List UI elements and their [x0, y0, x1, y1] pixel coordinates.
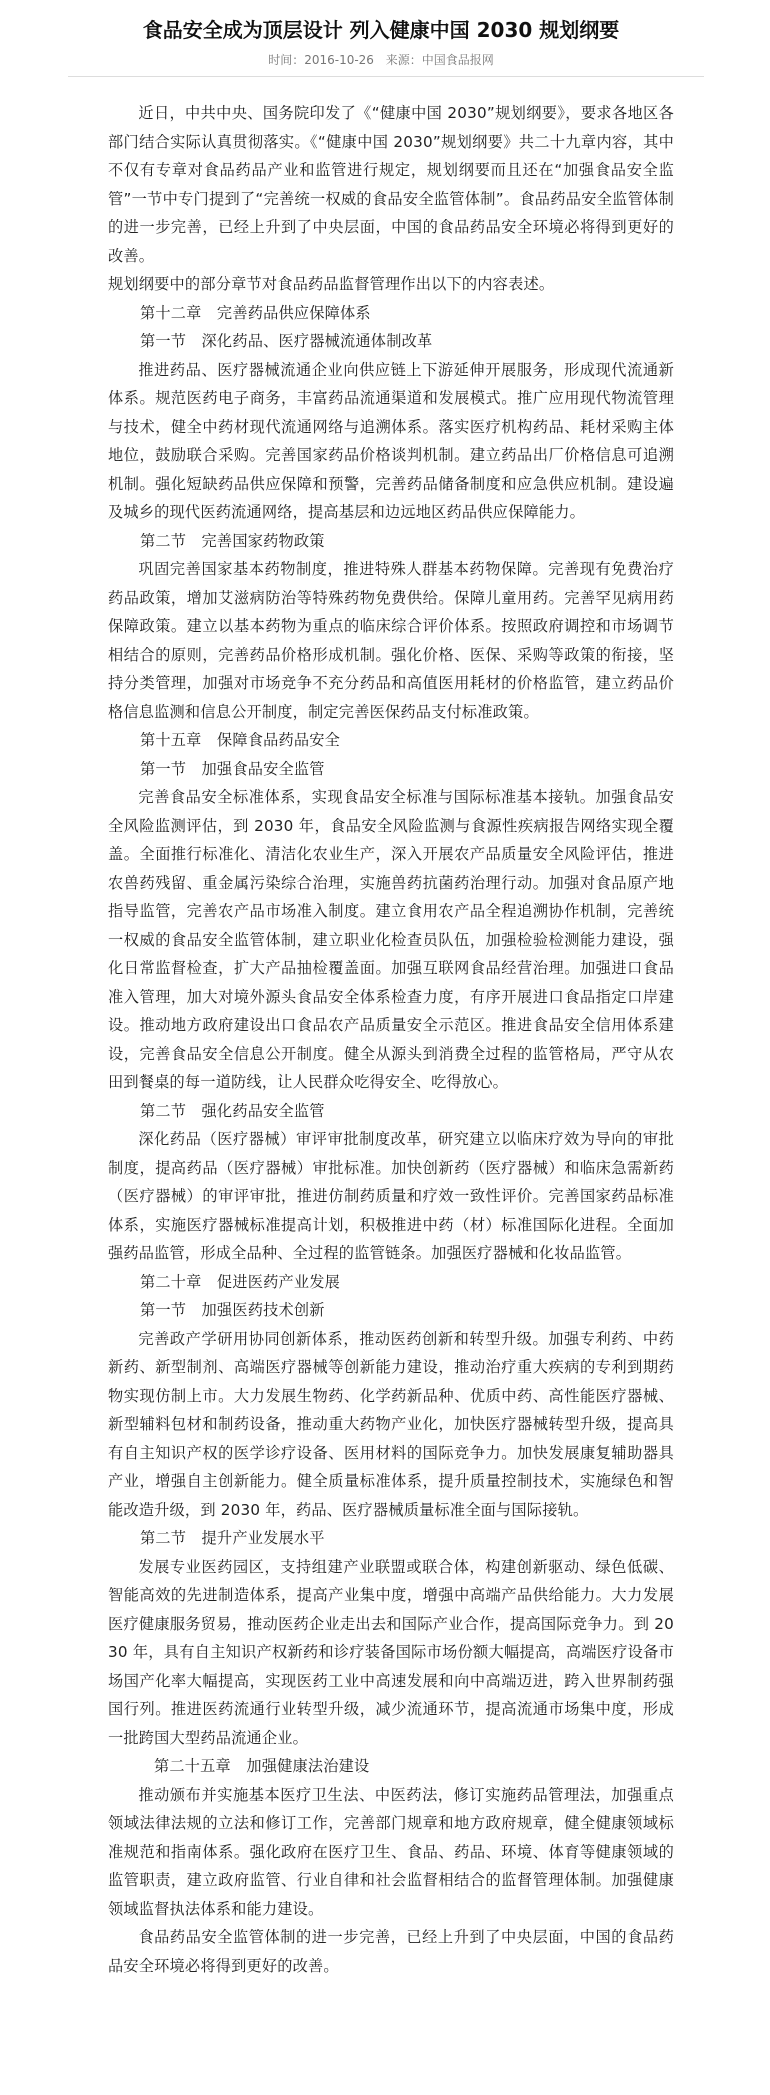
intro-paragraph: 近日，中共中央、国务院印发了《“健康中国 2030”规划纲要》，要求各地区各部门结合实际认真贯彻落实。《“健康中国 2030”规划纲要》共二十九章内容，其中不仅有专章对食品药品产业和监管进行规定，规划纲要而且还在“加强食品安全监管”一节中专门提到了“完善统一权威的食品安全监管体制”。食品药品安全监管体制的进一步完善，已经上升到了中央层面，中国的食品药品安全环境必将得到更好的改善。: [108, 104, 674, 265]
chapter-15-section-1-body: 完善食品安全标准体系，实现食品安全标准与国际标准基本接轨。加强食品安全风险监测评估，到 2030 年，食品安全风险监测与食源性疾病报告网络实现全覆盖。全面推行标准化、清洁化农业生产，深入开展农产品质量安全风险评估，推进农兽药残留、重金属污染综合治理，实施兽药抗菌药治理行动。加强对食品原产地指导监管，完善农产品市场准入制度。建立食用农产品全程追溯协作机制，完善统一权威的食品安全监管体制，建立职业化检查员队伍，加强检验检测能力建设，强化日常监督检查，扩大产品抽检覆盖面。加强互联网食品经营治理。加强进口食品准入管理，加大对境外源头食品安全体系检查力度，有序开展进口食品指定口岸建设。推动地方政府建设出口食品农产品质量安全示范区。推进食品安全信用体系建设，完善食品安全信息公开制度。健全从源头到消费全过程的监管格局，严守从农田到餐桌的每一道防线，让人民群众吃得安全、吃得放心。: [108, 788, 674, 1091]
chapter-25-heading: 第二十五章 加强健康法治建设: [154, 1757, 370, 1775]
article-title: 食品安全成为顶层设计 列入健康中国 2030 规划纲要: [142, 18, 620, 42]
article-body: [108, 99, 674, 1980]
publish-time: 时间：2016-10-26: [268, 53, 374, 67]
chapter-12-section-2-heading: 第二节 完善国家药物政策: [140, 531, 325, 550]
chapter-15-section-2-heading: 第二节 强化药品安全监管: [140, 1101, 325, 1120]
chapter-25-body: 推动颁布并实施基本医疗卫生法、中医药法，修订实施药品管理法，加强重点领域法律法规的立法和修订工作，完善部门规章和地方政府规章，健全健康领域标准规范和指南体系。强化政府在医疗卫生、食品、药品、环境、体育等健康领域的监管职责，建立政府监管、行业自律和社会监督相结合的监督管理体制。加强健康领域监督执法体系和能力建设。: [108, 1785, 674, 1918]
chapter-15-section-1-heading: 第一节 加强食品安全监管: [140, 759, 325, 778]
chapter-12-section-1-body: 推进药品、医疗器械流通企业向供应链上下游延伸开展服务，形成现代流通新体系。规范医药电子商务，丰富药品流通渠道和发展模式。推广应用现代物流管理与技术，健全中药材现代流通网络与追溯体系。落实医疗机构药品、耗材采购主体地位，鼓励联合采购。完善国家药品价格谈判机制。建立药品出厂价格信息可追溯机制。强化短缺药品供应保障和预警，完善药品储备制度和应急供应机制。建设遍及城乡的现代医药流通网络，提高基层和边远地区药品供应保障能力。: [108, 360, 674, 521]
chapter-12-section-2-body: 巩固完善国家基本药物制度，推进特殊人群基本药物保障。完善现有免费治疗药品政策，增加艾滋病防治等特殊药物免费供给。保障儿童用药。完善罕见病用药保障政策。建立以基本药物为重点的临床综合评价体系。按照政府调控和市场调节相结合的原则，完善药品价格形成机制。强化价格、医保、采购等政策的衔接，坚持分类管理，加强对市场竞争不充分药品和高值医用耗材的价格监管，建立药品价格信息监测和信息公开制度，制定完善医保药品支付标准政策。: [108, 560, 674, 721]
chapter-15-heading: 第十五章 保障食品药品安全: [140, 731, 341, 749]
chapter-20-section-2-body: 发展专业医药园区，支持组建产业联盟或联合体，构建创新驱动、绿色低碳、智能高效的先进制造体系，提高产业集中度，增强中高端产品供给能力。大力发展医疗健康服务贸易，推动医药企业走出去和国际产业合作，提高国际竞争力。到 2030 年，具有自主知识产权新药和诊疗装备国际市场份额大幅提高，高端医疗设备市场国产化率大幅提高，实现医药工业中高速发展和向中高端迈进，跨入世界制药强国行列。推进医药流通行业转型升级，减少流通环节，提高流通市场集中度，形成一批跨国大型药品流通企业。: [108, 1557, 674, 1747]
chapter-20-section-1-body: 完善政产学研用协同创新体系，推动医药创新和转型升级。加强专利药、中药新药、新型制剂、高端医疗器械等创新能力建设，推动治疗重大疾病的专利到期药物实现仿制上市。大力发展生物药、化学药新品种、优质中药、高性能医疗器械、新型辅料包材和制药设备，推动重大药物产业化，加快医疗器械转型升级，提高具有自主知识产权的医学诊疗设备、医用材料的国际竞争力。加快发展康复辅助器具产业，增强自主创新能力。健全质量标准体系，提升质量控制技术，实施绿色和智能改造升级，到 2030 年，药品、医疗器械质量标准全面与国际接轨。: [108, 1329, 674, 1519]
article-meta: [88, 50, 674, 76]
chapter-15-section-2-body: 深化药品（医疗器械）审评审批制度改革，研究建立以临床疗效为导向的审批制度，提高药品（医疗器械）审批标准。加快创新药（医疗器械）和临床急需新药（医疗器械）的审评审批，推进仿制药质量和疗效一致性评价。完善国家药品标准体系，实施医疗器械标准提高计划，积极推进中药（材）标准国际化进程。全面加强药品监管，形成全品种、全过程的监管链条。加强医疗器械和化妆品监管。: [108, 1130, 674, 1262]
article-source: 来源：中国食品报网: [385, 53, 494, 67]
intro-summary: 规划纲要中的部分章节对食品药品监督管理作出以下的内容表述。: [108, 275, 555, 293]
chapter-20-section-1-heading: 第一节 加强医药技术创新: [140, 1301, 325, 1319]
chapter-12-section-1-heading: 第一节 深化药品、医疗器械流通体制改革: [140, 332, 433, 350]
chapter-20-section-2-heading: 第二节 提升产业发展水平: [140, 1529, 325, 1547]
closing-paragraph: 食品药品安全监管体制的进一步完善，已经上升到了中央层面，中国的食品药品安全环境必将得到更好的改善。: [108, 1928, 674, 1975]
chapter-12-heading: 第十二章 完善药品供应保障体系: [140, 303, 371, 322]
title-divider: [68, 76, 704, 77]
chapter-20-heading: 第二十章 促进医药产业发展: [140, 1272, 341, 1291]
